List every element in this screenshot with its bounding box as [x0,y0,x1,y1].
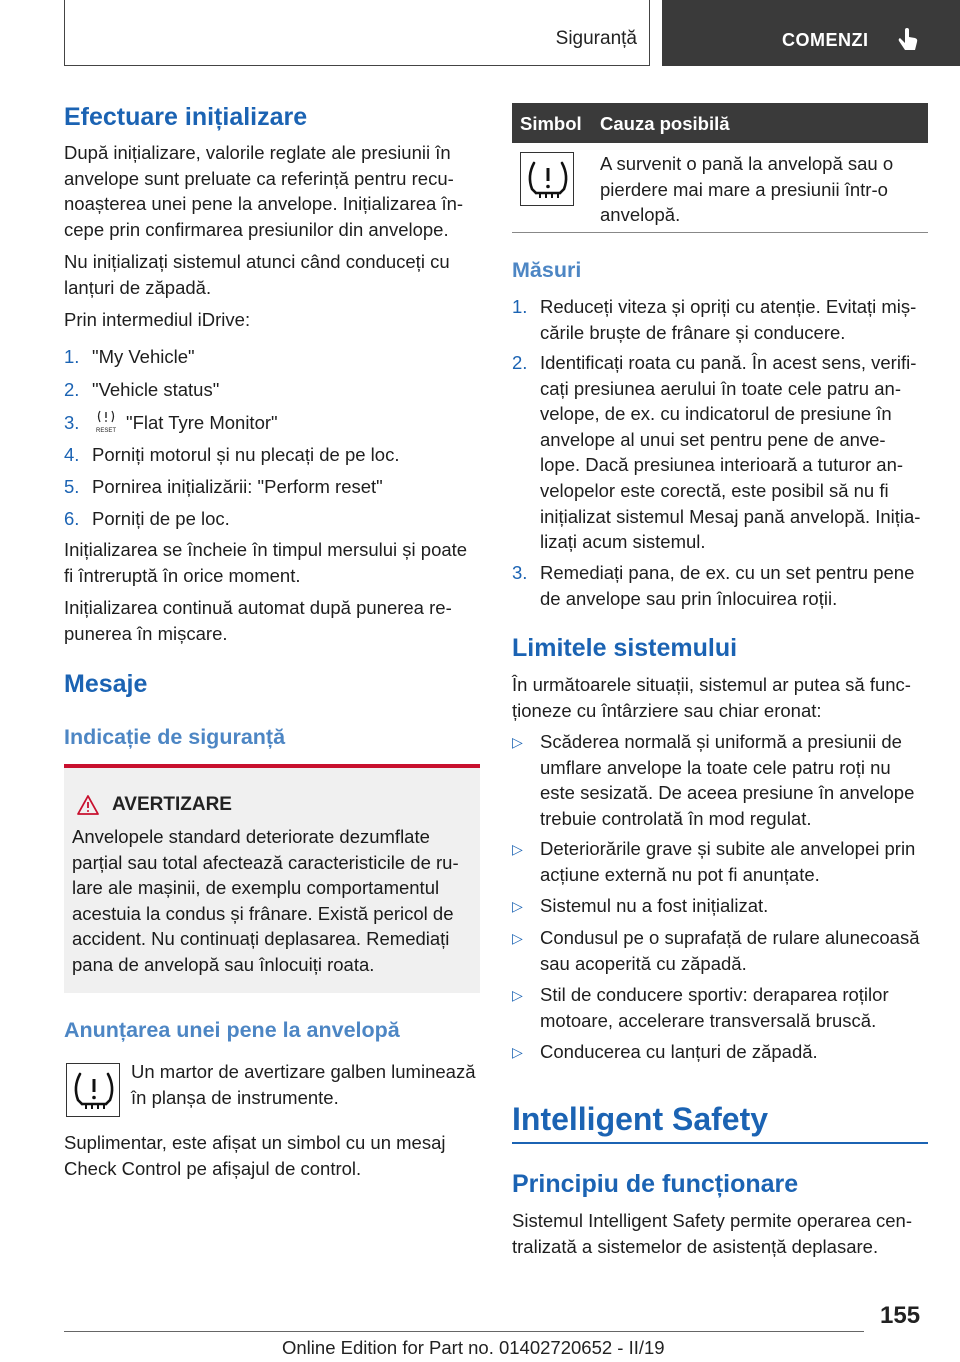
tpms-warning-symbol [66,1063,120,1117]
measure-text [540,350,928,555]
limits-title: Limitele sistemului [512,634,738,662]
text-line: lanțuri de zăpadă. [64,276,212,298]
init-paragraph-5 [64,595,452,646]
measure-text [540,294,928,345]
table-header-cause: Cauza posibilă [600,113,730,134]
text-line: lizați acum sistemul. [540,531,706,553]
text-line: motoare, accelerare transversală bruscă. [540,1009,877,1031]
tpms-warning-icon [525,159,571,201]
text-line: noașterea unei pene la anvelope. Inițializarea în- [64,193,464,215]
table-tpms-symbol [520,152,574,206]
step-text: "Flat Tyre Monitor" [126,412,278,433]
text-line: Sistemul Intelligent Safety permite operarea cen- [512,1210,913,1231]
measure-number: 1. [512,296,528,317]
step-item [64,410,480,436]
limits-intro [512,672,928,723]
limit-text [540,925,928,976]
text-line: lare ale mașinii, de exemplu comportamentul [72,877,440,899]
limit-text [540,1039,928,1065]
step-number: 2. [64,379,80,400]
measure-item [512,294,928,343]
footer-rule [64,1331,864,1332]
bullet-triangle-icon: ▷ [512,841,523,857]
step-item [64,377,480,403]
flat-tyre-subtitle: Anunțarea unei pene la anvelopă [64,1018,400,1042]
text-line: sau acoperită cu zăpadă. [540,952,747,974]
text-line: ționeze cu întârziere sau chiar eronat: [512,699,822,721]
warning-title: AVERTIZARE [112,794,232,815]
step-item [64,506,480,532]
bullet-triangle-icon: ▷ [512,987,523,1003]
text-line: Un martor de avertizare galben luminează [131,1061,476,1082]
hand-pointer-icon [896,26,920,52]
step-text: Pornirea inițializării: "Perform reset" [92,476,383,497]
warning-triangle-icon [76,794,100,816]
text-line: pierdere mai mare a presiunii într-o [600,178,888,200]
step-number: 5. [64,476,80,497]
flat-tyre-paragraph-2 [64,1130,480,1181]
text-line: accident. Nu continuați deplasarea. Remediați [72,928,450,950]
init-paragraph-1 [64,140,463,242]
bullet-triangle-icon: ▷ [512,898,523,914]
text-line: A survenit o pană la anvelopă sau o [600,153,894,174]
text-line: cepe prin confirmarea presiunilor din anvelope. [64,218,449,240]
init-title: Efectuare inițializare [64,103,308,131]
init-paragraph-3: Prin intermediul iDrive: [64,309,251,330]
text-line: tralizată a sistemelor de asistență deplasare. [512,1235,879,1257]
text-line: trebuie controlată în mod regulat. [540,807,812,829]
symbol-table-header [512,103,928,143]
intelligent-safety-title: Intelligent Safety [512,1101,769,1137]
text-line: anvelope al unui set pentru pene de anve- [540,428,886,450]
init-paragraph-4 [64,537,467,588]
masuri-title: Măsuri [512,258,582,282]
table-cause-cell [600,151,928,228]
step-text: "Vehicle status" [92,379,220,400]
limit-text [540,893,928,919]
measure-number: 3. [512,562,528,583]
bullet-triangle-icon: ▷ [512,930,523,946]
step-item [64,474,480,500]
step-text: Porniți de pe loc. [92,508,230,529]
principle-title: Principiu de funcționare [512,1170,799,1198]
text-line: acțiune externă nu pot fi anunțate. [540,863,820,885]
text-line: Condusul pe o suprafață de rulare alunecoasă [540,927,920,948]
measure-text [540,560,928,611]
text-line: Scăderea normală și uniformă a presiunii de [540,731,902,752]
text-line: fi întreruptă în orice moment. [64,564,301,586]
text-line: Reduceți viteza și opriți cu atenție. Evitați miș- [540,296,917,317]
text-line: acestuia la condus și frânare. Există pericol de [72,902,454,924]
bullet-triangle-icon: ▷ [512,1044,523,1060]
flat-tyre-text [131,1059,481,1110]
limit-text [540,836,928,887]
text-line: Anvelopele standard deteriorate dezumflate [72,826,430,847]
text-line: anvelope sunt preluate ca referință pentru recu- [64,167,454,189]
bullet-triangle-icon: ▷ [512,734,523,750]
step-text: Porniți motorul și nu plecați de pe loc. [92,444,400,465]
text-line: velope, de ex. cu indicatorul de presiune în [540,403,892,425]
step-number: 3. [64,412,80,433]
table-bottom-rule [512,232,928,233]
text-line: Check Control pe afișajul de control. [64,1157,362,1179]
text-line: După inițializare, valorile reglate ale presiunii în [64,142,451,163]
warning-box [64,764,480,993]
text-line: velopelor este corectă, este posibil să nu fi [540,479,889,501]
text-line: este sesizată. De aceea presiune în anvelope [540,782,915,804]
mesaje-title: Mesaje [64,670,148,698]
step-number: 1. [64,346,80,367]
text-line: Remediați pana, de ex. cu un set pentru pene [540,562,915,583]
measure-item [512,560,928,609]
safety-subtitle: Indicație de siguranță [64,725,286,749]
text-line: Conducerea cu lanțuri de zăpadă. [540,1041,818,1062]
tpms-warning-icon [71,1070,117,1112]
limit-text [540,982,928,1033]
text-line: Inițializarea continuă automat după punerea re- [64,597,452,618]
header-section-title: Siguranță [555,28,637,49]
text-line: de anvelope sau prin înlocuirea roții. [540,587,838,609]
step-text: "My Vehicle" [92,346,195,367]
page-number: 155 [880,1302,921,1329]
text-line: pana de anvelopă sau înlocuiți roata. [72,953,375,975]
table-header-symbol: Simbol [520,113,582,134]
text-line: parțial sau total afectează caracteristicile de ru- [72,851,459,873]
text-line: umflare anvelope la toate cele patru roți nu [540,756,891,778]
init-paragraph-2 [64,249,450,300]
text-line: anvelopă. [600,204,681,226]
text-line: Inițializarea se încheie în timpul mersului și poate [64,539,468,560]
text-line: inițializat sistemul Mesaj pană anvelopă. Iniția- [540,505,921,527]
header-section-box [64,0,650,66]
tpms-reset-icon [94,410,118,434]
footer-edition: Online Edition for Part no. 01402720652 - II/19 [282,1337,665,1358]
limit-text [540,729,928,831]
measure-number: 2. [512,352,528,373]
title-rule [512,1142,928,1144]
text-line: în planșa de instrumente. [131,1086,339,1108]
text-line: Nu inițializați sistemul atunci când conduceți cu [64,251,450,272]
measure-item [512,350,928,553]
text-line: Identificați roata cu pană. În acest sens, verifi- [540,352,917,373]
text-line: În următoarele situații, sistemul ar putea să func- [512,674,911,695]
step-item [64,344,480,370]
step-number: 6. [64,508,80,529]
text-line: Suplimentar, este afișat un simbol cu un mesaj [64,1132,446,1153]
warning-text [72,824,472,978]
text-line: punerea în mișcare. [64,622,228,644]
text-line: lope. Dacă presiunea interioară a tuturor an- [540,454,904,476]
step-item [64,442,480,468]
header-chapter-title: COMENZI [782,30,869,50]
text-line: cările bruște de frânare și conducere. [540,321,846,343]
header-chapter-box [662,0,960,66]
text-line: Deteriorările grave și subite ale anvelopei prin [540,838,916,859]
text-line: Stil de conducere sportiv: deraparea roților [540,984,889,1005]
text-line: cați presiunea aerului în toate cele patru an- [540,377,901,399]
reset-label: RESET [95,428,117,434]
text-line: Sistemul nu a fost inițializat. [540,895,769,916]
step-number: 4. [64,444,80,465]
principle-text [512,1208,928,1259]
